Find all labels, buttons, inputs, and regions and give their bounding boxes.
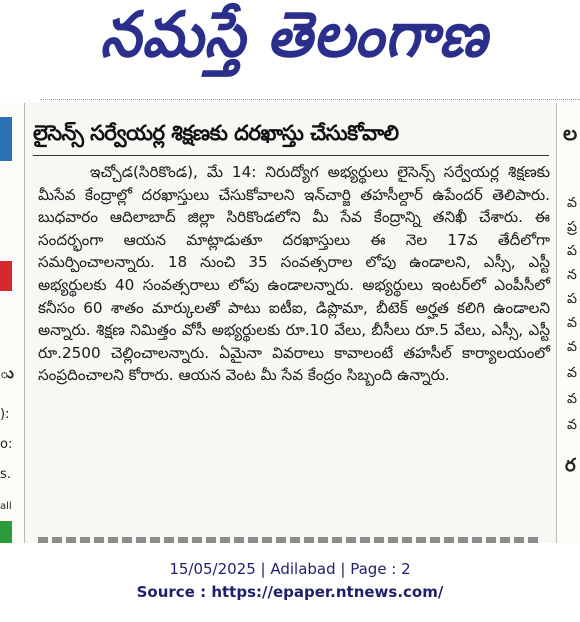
left-fragment-2: ): [0,407,10,422]
right-fragment-9: వ [567,365,577,381]
adjacent-column-left [0,103,25,543]
newspaper-logo: నమస్తే తెలంగాణ [100,0,488,71]
headline-underline [33,155,549,156]
left-fragment-4: s. [0,467,11,482]
newspaper-clipping [0,103,580,543]
article-headline: లైసెన్స్ సర్వేయర్ల శిక్షణకు దరఖాస్తు చేసుకోవాలి [33,121,399,145]
article-body: ఇచ్చోడ(సిరికొండ), మే 14: నిరుద్యోగ అభ్యర్థులు లైసెన్స్ సర్వేయర్ల శిక్షణకు మీసేవ కేంద్రాల్లో దరఖాస్తులు చేసుకోవాలని ఇన్‌చార్జి తహసీల్దార్ ఉపేందర్ తెలిపారు. బుధవారం ఆదిలాబాద్ జిల్లా సిరికొండలోని మీ సేవ కేంద్రాన్ని తనిఖీ చేశారు. ఈ సందర్భంగా ఆయన మాట్లాడుతూ దరఖాస్తులు ఈ నెల 17వ తేదీలోగా సమర్పించాలన్నారు. 18 నుంచి 35 సంవత్సరాల లోపు ఉండాలని, ఎస్సీ, ఎస్టీ అభ్యర్థులకు 40 సంవత్సరాలు లోపు ఉండాలన్నారు. అభ్యర్థులు ఇంటర్‌లో ఎంపీసీలో కనీసం 60 శాతం మార్కులతో పాటు ఐటీఐ, డిప్లొమా, బీటెక్ అర్హత కలిగి ఉండాలని అన్నారు. శిక్షణ నిమిత్తం వోసీ అభ్యర్థులకు రూ.10 వేలు, బీసీలు రూ.5 వేలు, ఎస్సీ, ఎస్టీ రూ.2500 చెల్లించాలన్నారు. ఏమైనా వివరాలు కావాలంటే తహసీల్ కార్యాలయంలో సంప్రదించాలని కోరారు. ఆయన వెంట మీ సేవ కేంద్రం సిబ్బంది ఉన్నారు. [38,163,550,385]
clipping-footer [0,543,580,622]
left-fragment-1: ు [0,364,14,382]
right-fragment-8: వ [567,339,577,355]
left-fragment-3: o: [0,437,13,452]
left-fragment-5: all [0,501,12,512]
right-fragment-12: ర [565,455,576,476]
right-fragment-10: వ [567,391,577,407]
right-fragment-3: ప్ర [567,219,577,235]
right-fragment-4: ప [567,243,577,259]
right-fragment-6: ప [567,291,577,307]
left-edge-red-block [0,261,12,291]
edition-info: 15/05/2025 | Adilabad | Page : 2 [169,560,411,578]
right-fragment-2: వ [567,195,577,211]
right-fragment-5: న [567,267,577,283]
left-edge-blue-strip [0,117,12,161]
newspaper-masthead [0,0,580,100]
left-edge-green-strip [0,521,12,543]
right-fragment-1: ల [563,121,578,145]
adjacent-column-right [556,103,580,543]
right-fragment-11: వ [567,417,577,433]
right-fragment-7: వ [567,315,577,331]
source-link[interactable]: Source : https://epaper.ntnews.com/ [136,583,444,601]
